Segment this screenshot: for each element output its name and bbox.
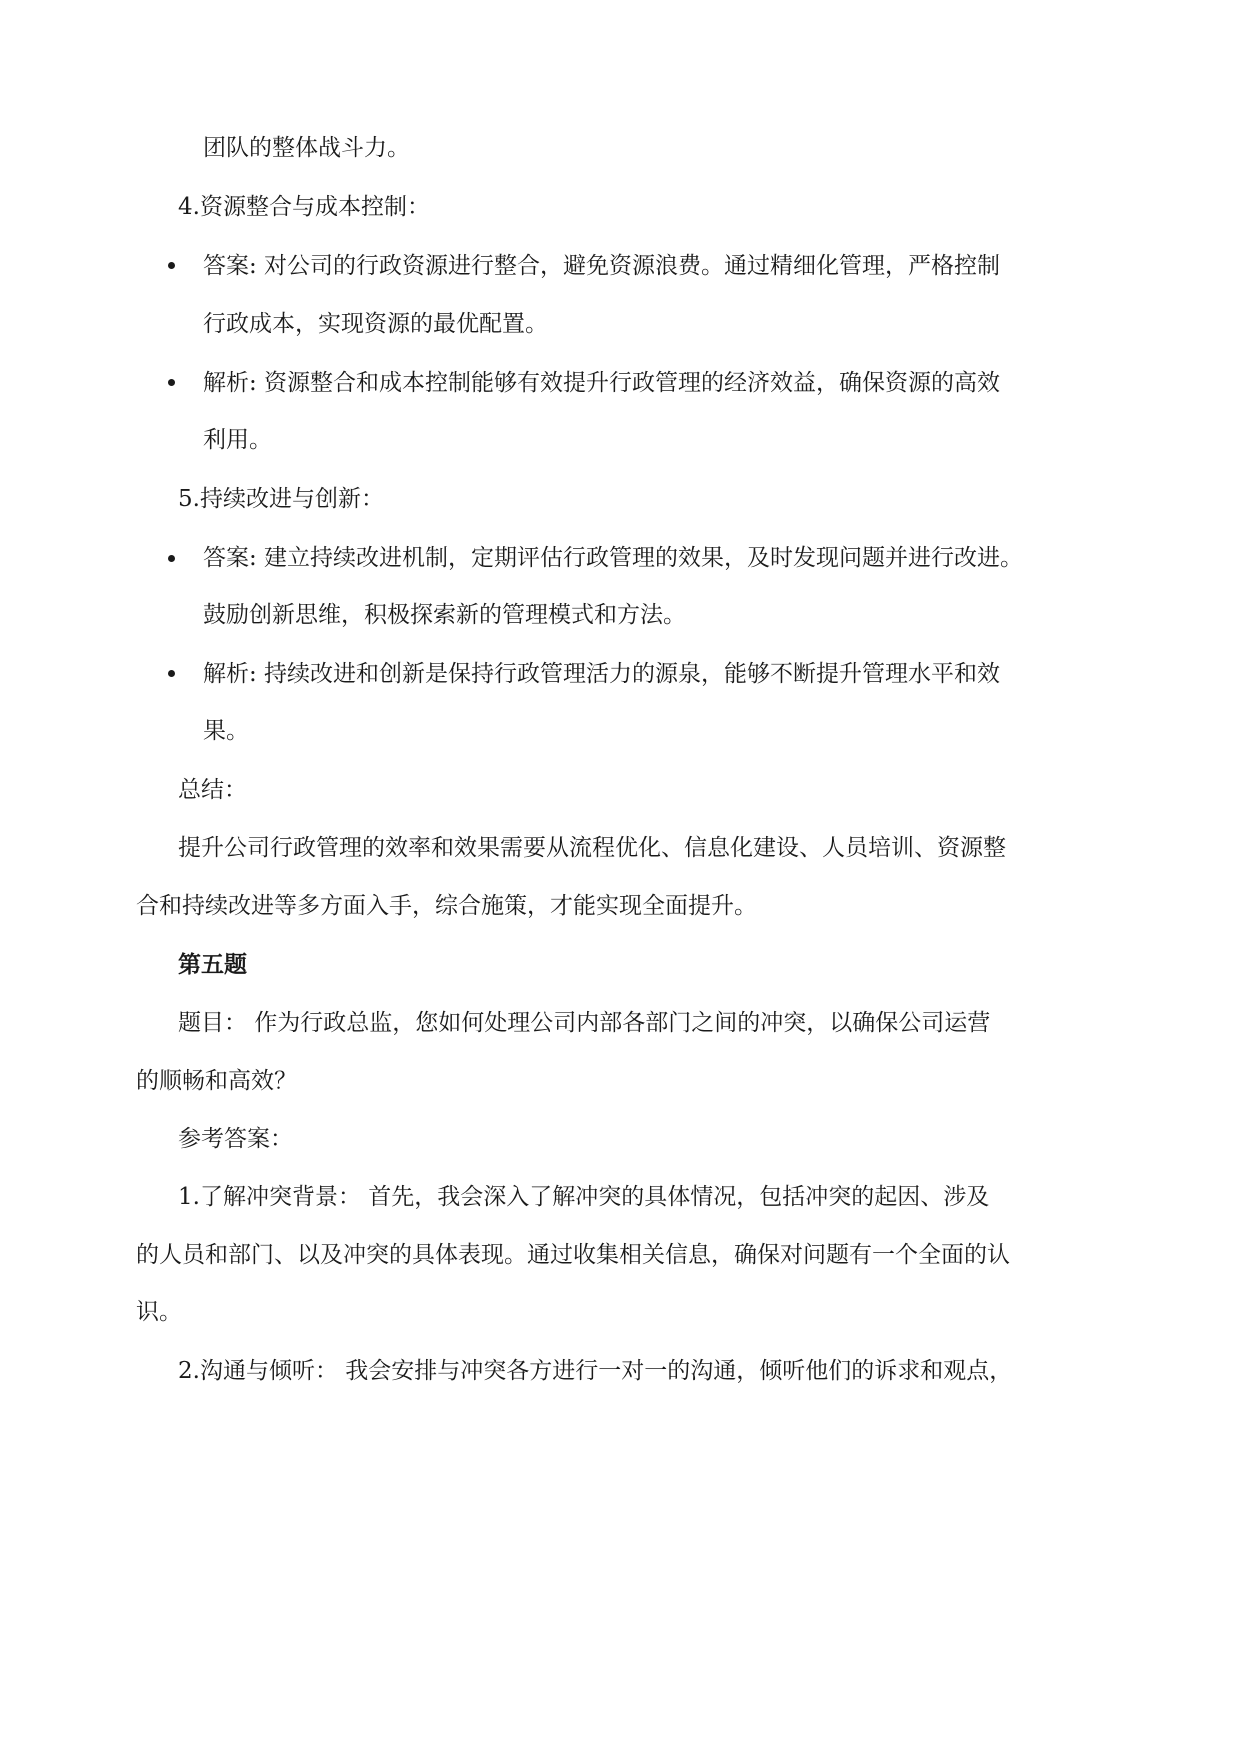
summary-line2: 合和持续改进等多方面入手，综合施策，才能实现全面提升。 (136, 893, 757, 919)
continuation-text: 团队的整体战斗力。 (203, 135, 410, 161)
bullet-icon (168, 670, 175, 677)
section5-heading: 5.持续改进与创新： (178, 486, 384, 512)
section5-analysis-line1: 解析: 持续改进和创新是保持行政管理活力的源泉，能够不断提升管理水平和效 (203, 661, 1001, 687)
point2-line1: 2.沟通与倾听： 我会安排与冲突各方进行一对一的沟通，倾听他们的诉求和观点， (178, 1358, 1013, 1384)
question5-prompt-line1: 题目： 作为行政总监，您如何处理公司内部各部门之间的冲突，以确保公司运营 (178, 1010, 991, 1036)
summary-heading: 总结： (178, 777, 247, 803)
question5-prompt-line2: 的顺畅和高效？ (136, 1068, 297, 1094)
section5-answer-line2: 鼓励创新思维，积极探索新的管理模式和方法。 (203, 602, 686, 628)
section4-analysis-line2: 利用。 (203, 427, 272, 453)
reference-answer-heading: 参考答案： (178, 1126, 293, 1152)
section4-analysis-line1: 解析: 资源整合和成本控制能够有效提升行政管理的经济效益，确保资源的高效 (203, 370, 1001, 396)
point1-line3: 识。 (136, 1299, 182, 1325)
bullet-icon (168, 262, 175, 269)
section4-answer-line2: 行政成本，实现资源的最优配置。 (203, 311, 548, 337)
bullet-icon (168, 379, 175, 386)
section4-answer-line1: 答案: 对公司的行政资源进行整合，避免资源浪费。通过精细化管理，严格控制 (203, 253, 1001, 279)
summary-line1: 提升公司行政管理的效率和效果需要从流程优化、信息化建设、人员培训、资源整 (178, 835, 1006, 861)
section5-analysis-line2: 果。 (203, 718, 249, 744)
bullet-icon (168, 555, 175, 562)
section5-answer-line1: 答案: 建立持续改进机制，定期评估行政管理的效果，及时发现问题并进行改进。 (203, 545, 1024, 571)
section4-heading: 4.资源整合与成本控制： (178, 194, 430, 220)
question5-title: 第五题 (178, 951, 247, 978)
point1-line1: 1.了解冲突背景： 首先，我会深入了解冲突的具体情况，包括冲突的起因、涉及 (178, 1184, 990, 1210)
point1-line2: 的人员和部门、以及冲突的具体表现。通过收集相关信息，确保对问题有一个全面的认 (136, 1242, 1010, 1268)
